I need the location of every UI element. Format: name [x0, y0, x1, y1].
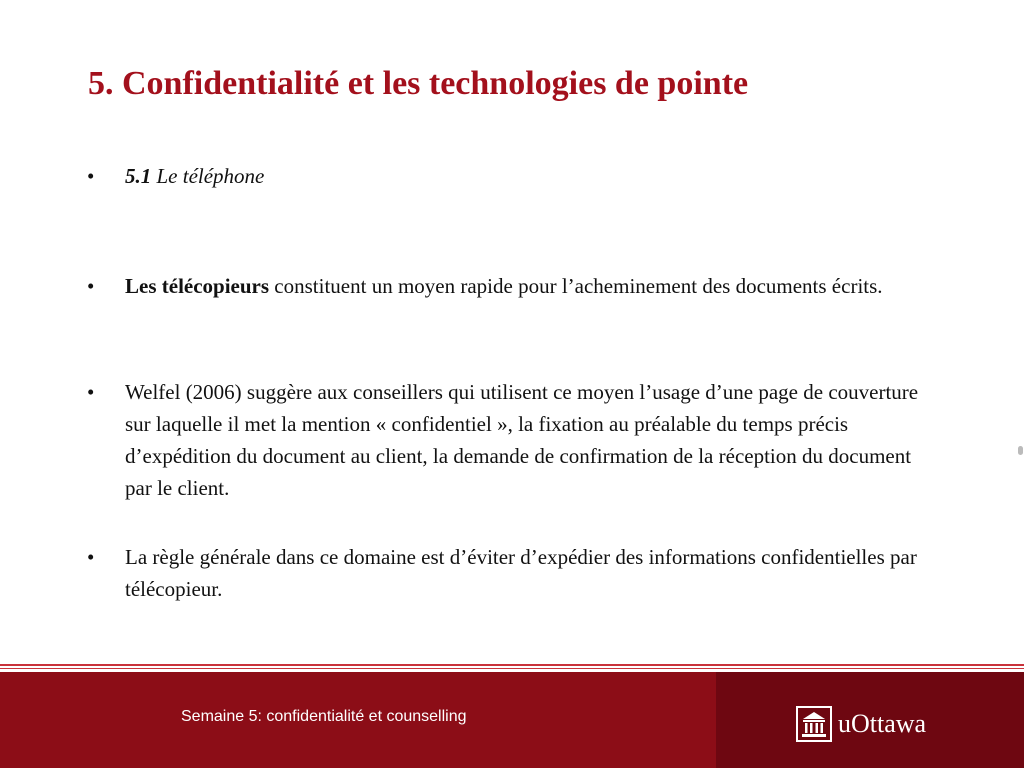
- footer-bar: [0, 672, 1024, 768]
- slide-title: 5. Confidentialité et les technologies de pointe: [88, 65, 749, 102]
- bullet-marker: •: [87, 380, 95, 404]
- footer-caption: Semaine 5: confidentialité et counselling: [181, 708, 467, 725]
- uottawa-logo: [796, 704, 926, 744]
- edge-artifact: [1018, 446, 1023, 455]
- bullet-text: Welfel (2006) suggère aux conseillers qui utilisent ce moyen l’usage d’une page de couverture sur laquelle il met la mention « confidentiel », la fixation au préalable du temps précis d’expédition du document au client, la demande de confirmation de la réception du document par le client.: [125, 380, 919, 500]
- section-number: 5.1: [125, 164, 152, 188]
- bullet-item-regle-generale: [87, 541, 927, 605]
- bullet-bold-term: Les télécopieurs: [125, 274, 270, 298]
- university-building-icon: [796, 706, 832, 742]
- bullet-text: constituent un moyen rapide pour l’acheminement des documents écrits.: [269, 274, 883, 298]
- section-heading: Le téléphone: [151, 164, 265, 188]
- bullet-item-telecopieurs: [87, 270, 883, 302]
- bullet-item-welfel: [87, 376, 927, 504]
- footer-divider-thin: [0, 668, 1024, 669]
- bullet-marker: •: [87, 164, 95, 188]
- bullet-marker: •: [87, 545, 95, 569]
- bullet-marker: •: [87, 274, 95, 298]
- footer-logo-panel: [716, 672, 1024, 768]
- bullet-text: La règle générale dans ce domaine est d’éviter d’expédier des informations confidentielles par télécopieur.: [125, 545, 917, 601]
- footer-divider: [0, 664, 1024, 666]
- logo-wordmark: uOttawa: [838, 709, 927, 738]
- bullet-item-telephone: [87, 160, 264, 192]
